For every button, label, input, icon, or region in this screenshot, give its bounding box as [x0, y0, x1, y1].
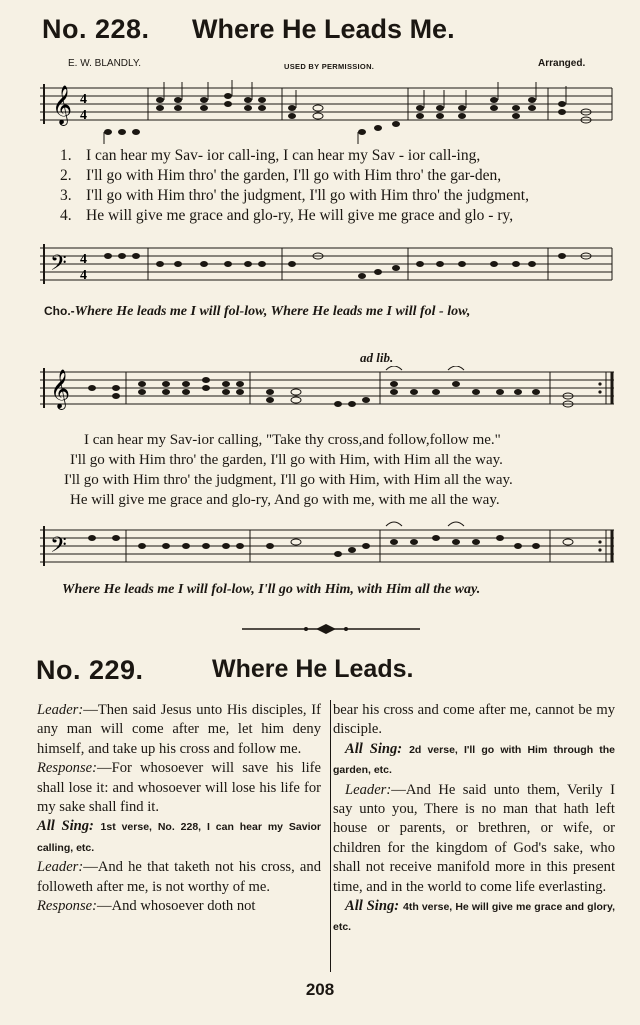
- refrain-line-3: I'll go with Him thro' the judgment, I'll go with Him, with Him all the way.: [64, 472, 513, 488]
- reading-text: —Then said Jesus unto His disciples, If any man will come after me, let him deny himself, and take up his cross and follow me.: [37, 702, 321, 757]
- reading-paragraph: [37, 759, 321, 817]
- svg-text:𝄢: 𝄢: [50, 533, 67, 563]
- verse-line-1: [60, 147, 529, 165]
- reading-label: All Sing:: [345, 740, 403, 757]
- reading-label: Response:: [37, 898, 97, 915]
- reading-label: All Sing:: [37, 818, 94, 835]
- svg-text:4: 4: [80, 268, 87, 283]
- section-divider: [0, 623, 640, 635]
- verse-number: 1.: [60, 147, 72, 164]
- chorus-line-1: [44, 304, 470, 320]
- staff-system-1-bass: [0, 234, 640, 300]
- column-rule: [330, 700, 331, 972]
- verse-number: 3.: [60, 187, 72, 204]
- reading-label: Leader:: [37, 702, 84, 718]
- hymn-228-title: Where He Leads Me.: [192, 14, 455, 44]
- reading-label: Leader:: [345, 781, 392, 798]
- hymn-228-author: E. W. BLANDLY.: [68, 58, 141, 69]
- chorus-label: Cho.-: [44, 304, 75, 318]
- chorus-line-2: Where He leads me I will fol-low, I'll go with Him, with Him all the way.: [62, 582, 481, 597]
- hymn-228-arranged: Arranged.: [538, 58, 586, 69]
- verse-text: I'll go with Him thro' the garden, I'll go with Him thro' the gar-den,: [86, 167, 502, 184]
- reading-text: —And whosoever doth not: [96, 898, 256, 915]
- staff-system-1-treble: [0, 78, 640, 148]
- svg-text:𝄞: 𝄞: [50, 369, 71, 409]
- svg-text:4: 4: [80, 108, 87, 123]
- verse-line-2: [60, 167, 529, 185]
- reading-text: 1st verse, No. 228, I can hear my Savior calling, etc.: [37, 821, 321, 854]
- reading-paragraph: [37, 701, 321, 759]
- verse-text: I can hear my Sav- ior call-ing, I can hear my Sav - ior call-ing,: [86, 147, 481, 164]
- ad-lib-marking: ad lib.: [360, 350, 394, 365]
- verse-list: [60, 147, 529, 225]
- reading-text: 4th verse, He will give me grace and glory, etc.: [333, 901, 615, 934]
- verse-line-3: [60, 187, 529, 205]
- reading-text: —And He said unto them, Verily I say unto you, There is no man that hath left house or parents, or brethren, or wife, or children for the kingdom of God's sake, who shall not receive manifold more in this present time, and in the world to come life everlasting.: [333, 781, 615, 895]
- chorus-text-1: Where He leads me I will fol-low, Where He leads me I will fol - low,: [74, 304, 471, 319]
- reading-text: —And he that taketh not his cross, and followeth after me, is not worthy of me.: [37, 859, 321, 895]
- hymn-229-title: Where He Leads.: [212, 655, 414, 683]
- reading-label: All Sing:: [345, 898, 400, 915]
- staff-system-2-bass: [0, 516, 640, 580]
- responsive-reading-right: [333, 701, 615, 938]
- verse-line-4: [60, 207, 529, 225]
- reading-text: bear his cross and come after me, cannot be my disciple.: [333, 702, 615, 738]
- reading-paragraph: [37, 817, 321, 858]
- hymn-228-permission: USED BY PERMISSION.: [284, 62, 375, 71]
- verse-number: 4.: [60, 207, 72, 224]
- refrain-lyrics: [84, 432, 501, 449]
- responsive-reading-left: [37, 701, 321, 916]
- refrain-line-2: I'll go with Him thro' the garden, I'll go with Him, with Him all the way.: [70, 452, 503, 468]
- verse-text: He will give me grace and glo-ry, He will give me grace and glo - ry,: [86, 207, 514, 224]
- hymn-228-number: No. 228.: [42, 14, 150, 44]
- svg-text:4: 4: [80, 92, 87, 107]
- reading-paragraph: [333, 740, 615, 781]
- reading-paragraph: [333, 781, 615, 897]
- reading-paragraph: [333, 701, 615, 740]
- reading-paragraph: [37, 858, 321, 897]
- svg-text:4: 4: [80, 252, 87, 267]
- reading-label: Leader:: [37, 859, 84, 876]
- reading-text: 2d verse, I'll go with Him through the garden, etc.: [333, 743, 615, 777]
- reading-label: Response:: [37, 760, 97, 777]
- reading-text: —For whosoever will save his life shall lose it: and whosoever will lose his life for my sake shall find it.: [37, 760, 321, 816]
- svg-text:𝄞: 𝄞: [52, 85, 73, 125]
- reading-paragraph: [37, 897, 321, 916]
- svg-text:𝄢: 𝄢: [50, 251, 67, 281]
- verse-text: I'll go with Him thro' the judgment, I'll go with Him thro' the judgment,: [86, 187, 529, 204]
- reading-paragraph: [333, 897, 615, 938]
- page-number: 208: [305, 980, 335, 999]
- hymn-229-number: No. 229.: [36, 655, 144, 685]
- refrain-line-1: I can hear my Sav-ior calling, "Take thy cross,and follow,follow me.": [84, 432, 501, 448]
- refrain-line-4: He will give me grace and glo-ry, And go with me, with me all the way.: [70, 492, 500, 508]
- verse-number: 2.: [60, 167, 72, 184]
- staff-system-2-treble: [0, 366, 640, 430]
